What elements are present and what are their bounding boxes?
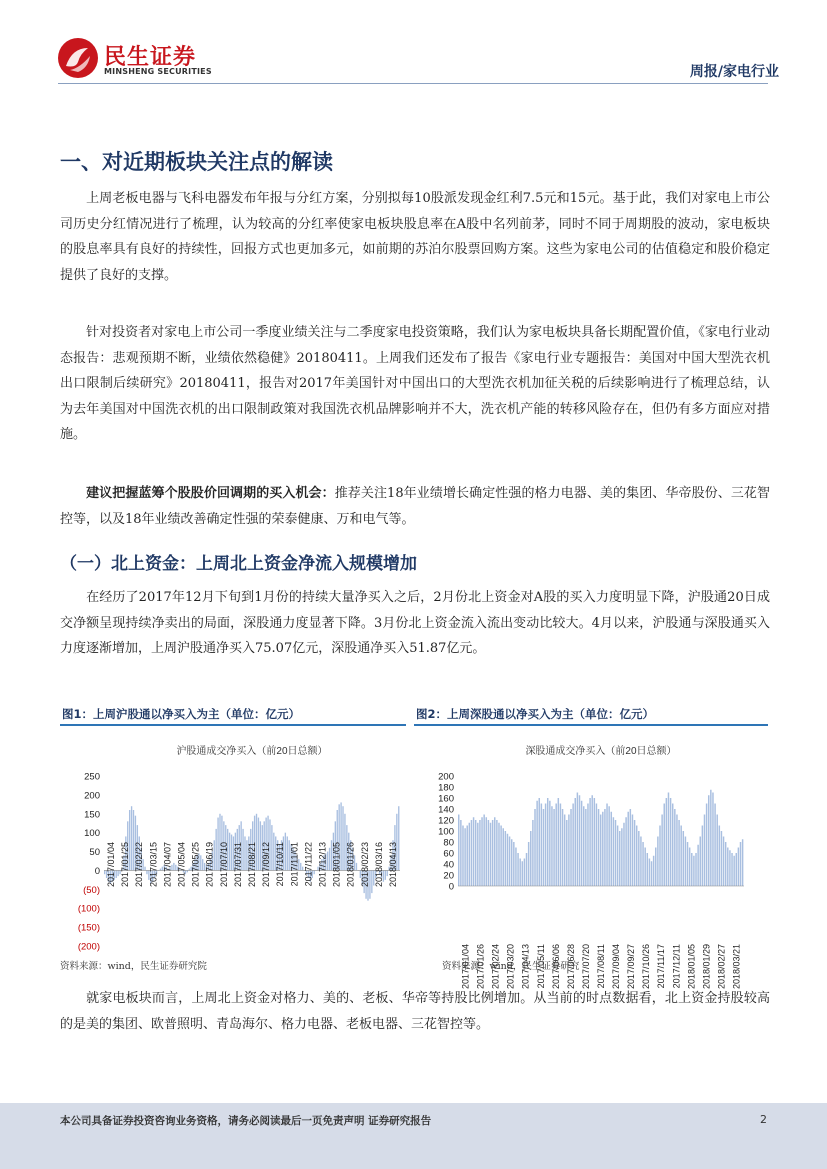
paragraph-strategy-text: 针对投资者对家电上市公司一季度业绩关注与二季度家电投资策略，我们认为家电板块具备长期配置价值，《家电行业动态报告：悲观预期不断，业绩依然稳健》20180411。上周我们还发布了报告《家电行业专题报告：美国对中国大型洗衣机出口限制后续研究》20180411，报告对2017年美国针对中国出口的大型洗衣机加征关税的后续影响进行了梳理总结，认为去年美国对中国洗衣机的出口限制政策对我国洗衣机品牌影响并不大，洗衣机产能的转移风险存在，但仍有多方面应对措施。	[60, 325, 770, 442]
bar	[647, 853, 648, 886]
x-tick-label: 2017/06/06	[550, 944, 561, 990]
x-tick-label: 2017/01/26	[475, 944, 486, 990]
bar	[475, 820, 476, 886]
bar	[490, 823, 491, 886]
bar	[579, 795, 580, 886]
x-tick-label: 2017/09/27	[626, 944, 637, 990]
bar	[623, 823, 624, 886]
bar	[678, 820, 679, 886]
y-tick-label: 100	[84, 828, 100, 840]
y-tick-label: 40	[443, 859, 454, 871]
bar	[532, 820, 533, 886]
bar	[258, 818, 259, 871]
bar	[541, 804, 542, 887]
x-tick-label: 2017/05/04	[176, 842, 187, 888]
bar	[651, 861, 652, 886]
bar	[562, 809, 563, 886]
bar	[685, 837, 686, 887]
bar	[729, 850, 730, 886]
bar	[173, 863, 174, 871]
bar	[583, 806, 584, 886]
bar	[627, 812, 628, 886]
bar	[638, 831, 639, 886]
bar	[666, 798, 667, 886]
figure2-title: 图2：上周深股通以净买入为主（单位：亿元）	[416, 707, 654, 721]
bar	[664, 804, 665, 887]
bar	[398, 806, 399, 870]
bar	[640, 837, 641, 887]
y-tick-label: (150)	[77, 922, 100, 934]
bar	[492, 820, 493, 886]
bar	[738, 848, 739, 887]
bar	[587, 804, 588, 887]
paragraph-northbound-flows	[60, 585, 770, 662]
bar	[625, 817, 626, 886]
bar	[636, 826, 637, 887]
bar	[691, 853, 692, 886]
bar	[683, 831, 684, 886]
bar	[558, 798, 559, 886]
recommendation-lead: 建议把握蓝筹个股股价回调期的买入机会：	[86, 486, 335, 501]
y-tick-label: 50	[89, 847, 100, 859]
bar	[657, 837, 658, 887]
bar	[581, 801, 582, 886]
bar	[719, 826, 720, 887]
bar	[528, 842, 529, 886]
bar	[617, 826, 618, 887]
bar	[509, 837, 510, 887]
x-tick-label: 2017/01/04	[460, 944, 471, 990]
x-tick-label: 2018/01/29	[701, 944, 712, 990]
bar	[458, 815, 459, 887]
bar	[721, 831, 722, 886]
bar	[519, 859, 520, 887]
bar	[712, 793, 713, 887]
bar	[131, 806, 132, 870]
bar	[460, 820, 461, 886]
x-tick-label: 2017/11/17	[656, 944, 667, 989]
bar	[502, 828, 503, 886]
bar	[702, 826, 703, 887]
bar	[244, 836, 245, 870]
bar	[668, 793, 669, 887]
bar	[479, 820, 480, 886]
bar	[570, 809, 571, 886]
bar	[676, 815, 677, 887]
bar	[202, 859, 203, 870]
bar	[615, 820, 616, 886]
bar	[653, 856, 654, 886]
bar	[517, 853, 518, 886]
figure1-title-rule	[60, 724, 406, 726]
bar	[655, 848, 656, 887]
bar	[630, 809, 631, 886]
x-tick-label: 2018/02/27	[716, 944, 727, 990]
paragraph-home-appliance-holdings	[60, 986, 770, 1037]
x-tick-label: 2017/07/31	[232, 842, 243, 888]
bar	[551, 806, 552, 886]
bar	[716, 815, 717, 887]
y-tick-label: 0	[94, 865, 100, 877]
bar	[300, 863, 301, 871]
bar	[494, 817, 495, 886]
paragraph-northbound-flows-text: 在经历了2017年12月下旬到1月份的持续大量净买入之后，2月份北上资金对A股的买入力度明显下降，沪股通20日成交净额呈现持续净卖出的局面，深股通力度显著下降。3月份北上资金流入流出变动比较大。4月以来，沪股通与深股通买入力度逐渐增加，上周沪股通净买入75.07亿元，深股通净买入51.87亿元。	[60, 590, 770, 656]
y-tick-label: 60	[443, 848, 454, 860]
recommendation-text: 推荐关注18年业绩增长确定性强的格力电器、美的集团、华帝股份、三花智控等，以及18年业绩改善确定性强的荣泰健康、万和电气等。	[60, 486, 770, 527]
x-tick-label: 2017/06/28	[565, 944, 576, 990]
y-tick-label: 160	[438, 793, 454, 805]
bar	[693, 856, 694, 886]
y-tick-label: 140	[438, 804, 454, 816]
bar	[481, 817, 482, 886]
bar	[466, 826, 467, 887]
bar	[704, 815, 705, 887]
bar	[695, 853, 696, 886]
bar	[515, 848, 516, 887]
x-tick-label: 2017/08/11	[596, 944, 606, 989]
bar	[661, 815, 662, 887]
bar	[530, 831, 531, 886]
x-tick-label: 2017/06/19	[204, 842, 215, 888]
bar	[634, 820, 635, 886]
bar	[464, 828, 465, 886]
bar	[736, 853, 737, 886]
bar	[329, 848, 330, 871]
bar	[524, 859, 525, 887]
bar	[613, 817, 614, 886]
bar	[649, 859, 650, 887]
bar	[723, 837, 724, 887]
x-tick-label: 2017/01/04	[106, 842, 117, 888]
report-type-label: 周报/家电行业	[689, 64, 779, 80]
bar	[740, 842, 741, 886]
bar	[598, 809, 599, 886]
y-tick-label: (50)	[83, 884, 100, 896]
x-tick-label: 2017/09/12	[261, 842, 272, 888]
bar	[566, 820, 567, 886]
bar	[644, 848, 645, 887]
bar	[608, 806, 609, 886]
bar	[526, 853, 527, 886]
x-tick-label: 2017/03/20	[505, 944, 516, 990]
bar	[505, 831, 506, 886]
y-tick-label: 150	[84, 809, 100, 821]
bar	[547, 798, 548, 886]
x-tick-label: 2017/12/11	[671, 944, 682, 989]
bar	[513, 842, 514, 886]
bar	[674, 809, 675, 886]
x-tick-label: 2017/12/13	[317, 842, 328, 888]
bar	[742, 839, 743, 886]
bar	[534, 809, 535, 886]
bar	[539, 798, 540, 886]
bar	[477, 823, 478, 886]
bar	[117, 870, 118, 876]
bar	[371, 870, 372, 893]
figure2-source: 资料来源：wind，民生证券研究	[442, 961, 580, 972]
bar	[385, 870, 386, 879]
bar	[555, 804, 556, 887]
y-tick-label: 100	[438, 826, 454, 838]
x-tick-label: 2017/08/21	[247, 842, 257, 888]
bar	[632, 815, 633, 887]
bar	[469, 823, 470, 886]
x-tick-label: 2017/02/24	[490, 944, 501, 990]
bar	[229, 833, 230, 871]
bar	[543, 809, 544, 886]
chart-title: 深股通成交净买入（前20日总额）	[525, 746, 677, 757]
bar	[680, 826, 681, 887]
y-tick-label: 120	[438, 815, 454, 827]
x-tick-label: 2018/02/23	[359, 842, 370, 888]
x-tick-label: 2017/11/22	[303, 842, 314, 887]
x-tick-label: 2017/09/04	[611, 944, 622, 990]
x-tick-label: 2017/01/25	[120, 842, 131, 888]
x-tick-label: 2017/05/25	[190, 842, 201, 888]
paragraph-recommendation	[60, 481, 770, 532]
paragraph-dividends-text: 上周老板电器与飞科电器发布年报与分红方案，分别拟每10股派发现金红利7.5元和15元。基于此，我们对家电上市公司历史分红情况进行了梳理，认为较高的分红率使家电板块股息率在A股中名列前茅，同时不同于周期股的波动，家电板块的股息率具有良好的持续性，回报方式也更加多元，如前期的苏泊尔股票回购方案。这些为家电公司的估值稳定和股价稳定提供了良好的支撑。	[60, 191, 770, 283]
bar	[689, 848, 690, 887]
x-tick-label: 2017/04/07	[162, 842, 173, 888]
x-tick-label: 2018/01/05	[686, 944, 697, 990]
bar	[572, 804, 573, 887]
bar	[560, 804, 561, 887]
y-tick-label: (100)	[77, 903, 100, 915]
bar	[589, 798, 590, 886]
bar	[731, 853, 732, 886]
section-title: 一、对近期板块关注点的解读	[60, 150, 333, 174]
x-tick-label: 2018/03/21	[731, 944, 742, 990]
figure1-source: 资料来源：wind，民生证券研究院	[60, 961, 207, 972]
figure1-chart	[60, 734, 410, 953]
bar	[545, 804, 546, 887]
bar	[710, 790, 711, 886]
x-tick-label: 2017/11/01	[289, 842, 300, 887]
bar	[498, 823, 499, 886]
bar	[473, 817, 474, 886]
x-tick-label: 2017/10/26	[641, 944, 652, 990]
logo-emblem-icon	[58, 38, 98, 78]
bar	[733, 856, 734, 886]
paragraph-strategy	[60, 320, 770, 448]
bar	[271, 825, 272, 870]
bar	[549, 801, 550, 886]
paragraph-dividends	[60, 186, 770, 288]
bar	[611, 812, 612, 886]
bar	[687, 842, 688, 886]
bar	[672, 804, 673, 887]
figure1-title: 图1：上周沪股通以净买入为主（单位：亿元）	[62, 707, 300, 721]
chart-title: 沪股通成交净买入（前20日总额）	[176, 746, 328, 757]
bar	[600, 815, 601, 887]
figure2-title-rule	[414, 724, 768, 726]
x-tick-label: 2017/04/13	[520, 944, 531, 990]
bar	[697, 845, 698, 886]
bar	[604, 809, 605, 886]
bar	[471, 820, 472, 886]
x-tick-label: 2017/03/15	[148, 842, 159, 888]
bar	[342, 806, 343, 870]
bar	[314, 870, 315, 874]
x-tick-label: 2017/05/11	[535, 944, 546, 989]
footer-disclaimer: 本公司具备证券投资咨询业务资格，请务必阅读最后一页免责声明 证券研究报告	[60, 1115, 432, 1127]
bar	[522, 861, 523, 886]
x-tick-label: 2018/03/16	[373, 842, 384, 888]
x-tick-label: 2018/04/13	[387, 842, 398, 888]
bar	[700, 837, 701, 887]
y-tick-label: 20	[443, 870, 454, 882]
bar	[511, 839, 512, 886]
x-tick-label: 2017/07/10	[218, 842, 229, 888]
y-tick-label: 80	[443, 837, 454, 849]
x-tick-label: 2018/01/26	[345, 842, 356, 888]
bar	[488, 820, 489, 886]
x-tick-label: 2018/01/05	[331, 842, 342, 888]
y-tick-label: 200	[84, 790, 100, 802]
bar	[577, 793, 578, 887]
y-tick-label: 250	[84, 771, 100, 783]
bar	[602, 812, 603, 886]
bar	[575, 798, 576, 886]
y-tick-label: 180	[438, 782, 454, 794]
company-logo	[58, 38, 218, 82]
y-tick-label: 0	[448, 881, 454, 893]
bar	[619, 831, 620, 886]
bar	[356, 863, 357, 871]
bar	[714, 804, 715, 887]
bar	[287, 836, 288, 870]
x-tick-label: 2017/10/11	[275, 842, 286, 887]
bar	[591, 795, 592, 886]
bar	[727, 848, 728, 887]
bar	[670, 798, 671, 886]
bar	[659, 826, 660, 887]
bar	[708, 795, 709, 886]
bar	[536, 801, 537, 886]
paragraph-home-appliance-holdings-text: 就家电板块而言，上周北上资金对格力、美的、老板、华帝等持股比例增加。从当前的时点数据看，北上资金持股较高的是美的集团、欧普照明、青岛海尔、格力电器、老板电器、三花智控等。	[60, 991, 770, 1032]
page-number: 2	[760, 1113, 767, 1126]
bar	[486, 817, 487, 886]
bar	[596, 804, 597, 887]
bar	[496, 820, 497, 886]
bar	[585, 809, 586, 886]
bar	[564, 815, 565, 887]
y-tick-label: (200)	[77, 941, 100, 953]
bar	[483, 815, 484, 887]
x-tick-label: 2017/02/22	[134, 842, 145, 888]
bar	[568, 815, 569, 887]
bar	[462, 826, 463, 887]
bar	[606, 804, 607, 887]
bar	[594, 798, 595, 886]
logo-english-name: MINSHENG SECURITIES	[104, 67, 212, 76]
bar	[215, 829, 216, 871]
header-divider	[58, 83, 768, 84]
bar	[642, 842, 643, 886]
x-tick-label: 2017/07/20	[580, 944, 591, 990]
bar	[706, 804, 707, 887]
bar	[500, 826, 501, 887]
bar	[553, 809, 554, 886]
bar	[507, 834, 508, 886]
bar	[144, 867, 145, 871]
bar	[621, 828, 622, 886]
bar	[725, 842, 726, 886]
y-tick-label: 200	[438, 771, 454, 783]
logo-chinese-name: 民生证券	[104, 45, 197, 70]
subsection-title: （一）北上资金：上周北上资金净流入规模增加	[60, 554, 417, 574]
